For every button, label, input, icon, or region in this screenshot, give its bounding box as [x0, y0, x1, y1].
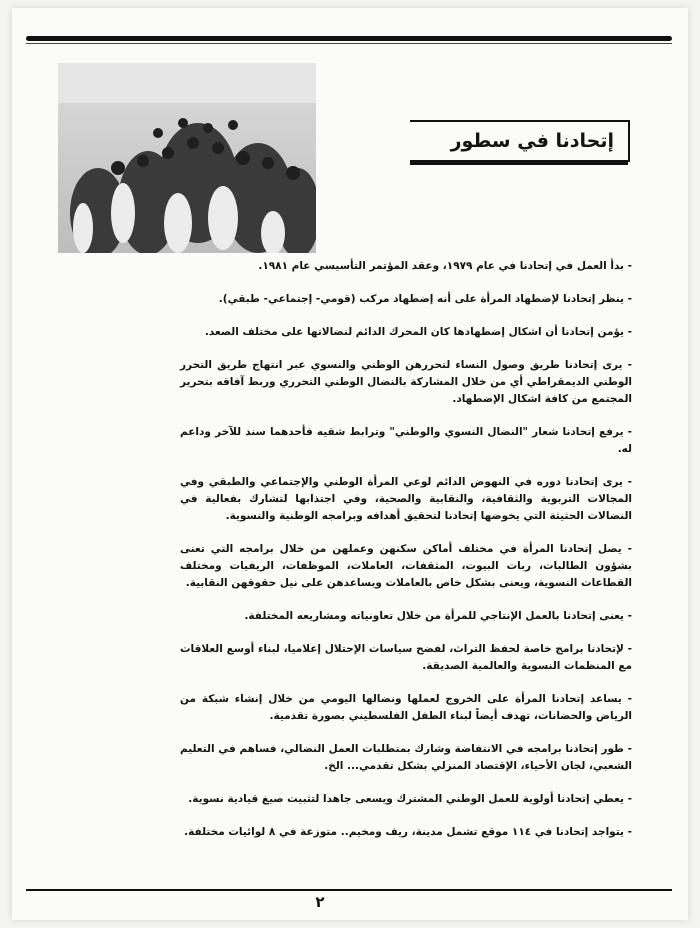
page-number: ٢: [315, 893, 325, 911]
list-item: - ينظر إتحادنا لإضطهاد المرأة على أنه إضطهاد مركب (قومي- إجتماعي- طبقي).: [218, 293, 632, 305]
list-item: - يرفع إتحادنا شعار "النضال النسوي والوطني" وترابط شقيه فأحدهما سند للآخر وداعم له.: [180, 426, 632, 455]
list-item: - يصل إتحادنا المرأة في مختلف أماكن سكنهن وعملهن من خلال برامجه التي تعنى بشؤون الطالبات، ربات البيوت، المثقفات، العاملات، الموظفات، الريفيات ومختلف القطاعات النسوية، ويعنى بشكل خاص بالعاملات ويساعدهن على نيل حقوقهن النقابية.: [180, 543, 632, 589]
facts-list: [180, 258, 632, 841]
crowd-photo: [58, 63, 316, 253]
list-item: - لإتحادنا برامج خاصة لحفظ التراث، لفضح سياسات الإحتلال إعلاميا، لبناء أوسع العلاقات مع المنظمات النسوية والعالمية الصديقة.: [180, 643, 632, 672]
list-item: - يعنى إتحادنا بالعمل الإنتاجي للمرأة من خلال تعاونياته ومشاريعه المختلفة.: [244, 610, 632, 622]
list-item: - يساعد إتحادنا المرأة على الخروج لعملها ونضالها اليومي من خلال إنشاء شبكة من الرياض والحضانات، تهدف أيضاً لبناء الطفل الفلسطيني بصورة تقدمية.: [180, 693, 632, 722]
title-box: [410, 120, 630, 162]
list-item: - يعطي إتحادنا أولوية للعمل الوطني المشترك ويسعى جاهدا لتثبيت صيغ قيادية نسوية.: [188, 793, 632, 805]
list-item: - يرى إتحادنا طريق وصول النساء لتحررهن الوطني والنسوي عبر انتهاج طريق التحرر الوطني الديمقراطي أي من خلال المشاركة بالنضال الوطني التحرري وربط آفاقه بتحرير المجتمع من كافة اشكال الإضطهاد.: [180, 359, 632, 405]
body-text: [180, 258, 632, 857]
list-item: - يرى إتحادنا دوره في النهوض الدائم لوعي المرأة الوطني والإجتماعي والطبقي وفي المجالات التربوية والثقافية، والنقابية والصحية، وفي اجتذابها لتشارك بفعالية في النضالات الحثيثة التي يخوضها إتحادنا لتحقيق أهدافه وبرامجه الوطنية والنسوية.: [180, 476, 632, 522]
list-item: - يؤمن إتحادنا أن اشكال إضطهادها كان المحرك الدائم لنضالاتها على مختلف الصعد.: [204, 326, 632, 338]
top-divider: [26, 36, 672, 41]
bottom-divider: [26, 889, 672, 891]
page-title: إتحادنا في سطور: [450, 130, 614, 152]
list-item: - بدأ العمل في إتحادنا في عام ١٩٧٩، وعقد المؤتمر التأسيسي عام ١٩٨١.: [258, 260, 632, 272]
list-item: - طور إتحادنا برامجه في الانتفاضة وشارك بمتطلبات العمل النضالي، فساهم في التعليم الشعبي، لجان الأحياء، الإقتصاد المنزلي بشكل تقدمي... الخ.: [180, 743, 632, 772]
list-item: - يتواجد إتحادنا في ١١٤ موقع تشمل مدينة، ريف ومخيم.. متوزعة في ٨ لوائيات مختلفة.: [184, 826, 632, 838]
